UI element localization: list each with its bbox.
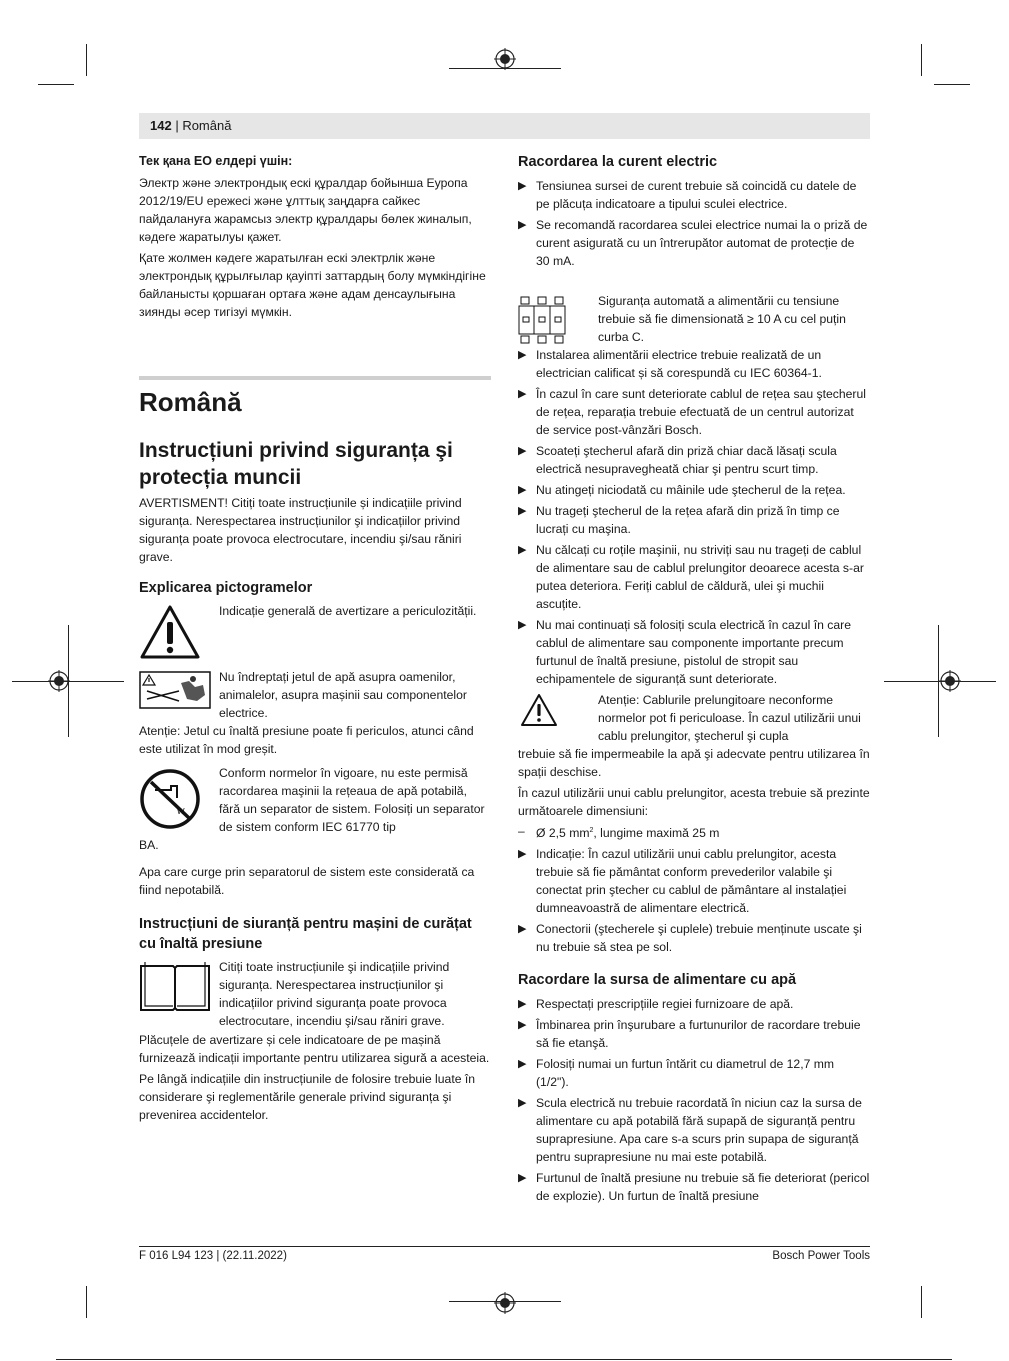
fuse-text: Siguranța automată a alimentării cu tensiune trebuie să fie dimensionată ≥ 10 A cu cel puțin curba C. [598,294,846,344]
list-item: ▶ Respectați prescripțiile regiei furnizoare de apă. [518,997,794,1012]
pictogram-general-warning [139,602,491,662]
left-column [139,152,491,324]
high-pressure-heading: Instrucțiuni de siuranță pentru mașini de curățat cu înaltă presiune [139,916,472,952]
water-jet-warning-icon [139,671,211,709]
bullet-icon: ▶ [518,544,527,556]
language-title: Română [139,387,242,417]
crop-mark [38,84,74,85]
safety-title: Instrucțiuni privind siguranța şi protecția muncii [139,439,453,489]
list-item: ▶ Instalarea alimentării electrice trebuie realizată de un electrician calificat și să corespundă cu IEC 60364-1. [518,348,822,380]
pictogram-read-manual [139,958,491,1030]
page-header-bar [139,113,870,139]
list-item: ▶ Scoateți ştecherul afară din priză chiar dacă lăsați scula electrică nesupravegheată chiar şi pentru scurt timp. [518,444,837,476]
footer-doc-id: F 016 L94 123 | (22.11.2022) [139,1250,287,1262]
pictogram-heading: Explicarea pictogramelor [139,580,313,596]
extension-dimensions-intro: În cazul utilizării unui cablu prelungitor, acesta trebuie să prezinte următoarele dimensiuni: [518,786,870,818]
list-item: ▶ Furtunul de înaltă presiune nu trebuie să fie deteriorat (pericol de explozie). Un furtun de înaltă presiune [518,1171,870,1204]
list-item: ▶ Nu trageți ştecherul de la rețea afară din priză în timp ce lucrați cu maşina. [518,504,840,536]
registration-mark-icon [494,48,516,70]
crop-mark [921,1286,922,1318]
extension-cable-warning [518,691,870,745]
list-item: ▶ Îmbinarea prin înşurubare a furtunurilor de racordare trebuie să fie etanşă. [518,1018,861,1051]
bullet-icon: ▶ [518,180,527,192]
bullet-icon: ▶ [518,219,527,231]
dash-item: – Ø 2,5 $mm^2$, lungime maximă 25 m [518,824,720,841]
list-item: ▶ Conectorii (ştecherele şi cuplele) trebuie menținute uscate şi nu trebuie să stea pe sol. [518,922,862,955]
left-column-ro [139,386,491,1127]
bullet-icon: ▶ [518,1019,527,1032]
crop-mark [934,84,970,85]
header-language: Română [182,118,232,133]
list-item: ▶ Folosiți numai un furtun întărit cu diametrul de 12,7 mm (1/2"). [518,1057,835,1090]
bullet-icon: ▶ [518,505,527,517]
footer-rule [139,1246,870,1247]
bullet-icon: ▶ [518,619,527,631]
dash-mark: – [518,824,525,838]
pictogram-1-text: Indicație generală de avertizare a periculozității. [219,604,477,618]
kz-paragraph-2: Қате жолмен кәдеге жаратылған ескі электрлік және электрондық құрылғылар қауіпті заттардың болу мүмкіндігіне байланысты қоршаған ортаға және адам денсаулығына зиянды әсер тигізуі мүмкін. [139,251,486,319]
regulations-paragraph: Pe lângă indicațiile din instrucțiunile de folosire trebuie luate în considerare şi reglementările generale privind siguranța şi prevenirea accidentelor. [139,1072,476,1122]
list-item: ▶ Nu călcați cu roțile maşinii, nu striviți sau nu trageți de cablul de alimentare sau de cablul prelungitor deoarece acesta s-ar putea deteriora. Feriți cablul de căldură, ulei şi muchii ascuțite. [518,543,864,611]
bullet-icon: ▶ [518,484,527,496]
list-item: ▶ Scula electrică nu trebuie racordată în niciun caz la sursa de alimentare cu apă potabilă fără supapă de siguranță pentru suprapresiune. Apa care s-a scurs prin supapa de siguranță pentru suprapresiune nu mai este potabilă. [518,1096,862,1165]
pictogram-2-text: Nu îndreptați jetul de apă asupra oamenilor, animalelor, asupra mașinii sau componentelor electrice. [219,670,467,720]
page-number: 142 [150,118,172,133]
footer-brand: Bosch Power Tools [772,1250,870,1262]
bullet-icon: ▶ [518,445,527,457]
crop-mark [86,1286,87,1318]
bullet-icon: ▶ [518,1097,527,1110]
crop-mark [921,44,922,76]
water-connection-heading: Racordare la sursa de alimentare cu apă [518,972,797,989]
bullet-icon: ▶ [518,1058,527,1071]
list-item: ▶ Se recomandă racordarea sculei electrice numai la o priză de curent asigurată cu un întrerupător automat de protecție de 30 mA. [518,218,868,268]
section-divider [139,376,491,380]
kz-heading: Тек қана ЕО елдері үшін: [139,154,293,168]
pictogram-water-jet [139,668,491,722]
registration-mark-icon [48,670,70,692]
no-potable-water-icon [139,768,201,830]
bullet-icon: ▶ [518,923,527,936]
registration-mark-icon [939,670,961,692]
crop-mark [56,1359,952,1360]
pictogram-2-note: Atenție: Jetul cu înaltă presiune poate fi periculos, atunci când este utilizat în mod greșit. [139,724,474,756]
bullet-icon: ▶ [518,1172,527,1185]
bullet-icon: ▶ [518,349,527,361]
header-separator: | [171,118,183,133]
page-header [150,118,231,134]
bullet-icon: ▶ [518,388,527,400]
warning-paragraph: AVERTISMENT! Citiți toate instrucțiunile și indicațiile privind siguranța. Nerespectarea instrucțiunilor şi indicațiilor privind siguranța poate provoca electrocutare, incendiu şi/sau răniri grave. [139,496,462,564]
pictogram-potable-water [139,764,491,836]
crop-mark [86,44,87,76]
registration-mark-icon [494,1292,516,1314]
warning-labels-paragraph: Plăcuțele de avertizare și cele indicatoare de pe mașină furnizează indicații importante pentru utilizarea sigură a acesteia. [139,1033,490,1065]
extension-warning-text: Atenție: Cablurile prelungitoare neconforme normelor pot fi periculoase. În cazul utilizării unui cablu prelungitor, ştecherul şi cupla [598,693,861,743]
pictogram-3-tail: BA. [139,838,159,852]
circuit-breaker-icon [518,295,566,345]
electric-connection-heading: Racordarea la curent electric [518,154,718,170]
read-manual-text: Citiți toate instrucțiunile şi indicațiile privind siguranța. Nerespectarea instrucțiunilor şi indicațiilor privind siguranța poate provoca electrocutare, incendiu şi/sau răniri grave. [219,960,450,1028]
kz-paragraph-1: Электр және электрондық ескі құралдар бойынша Еуропа 2012/19/EU ережесі және ұлттық заңдарға сайкес пайдалануға жарамсыз электр құралдары бөлек жиналып, кәдеге жаратылуы қажет. [139,176,472,244]
warning-triangle-icon [139,604,201,660]
list-item: ▶ Indicație: În cazul utilizării unui cablu prelungitor, acesta trebuie să fie pământat conform prevederilor valabile şi conectat prin ştecher cu cablul de pământare al instalației dumneavoastră de alimentare electrică. [518,847,847,916]
extension-warning-tail: trebuie să fie impermeabile la apă şi adecvate pentru utilizarea în spații deschise. [518,747,870,779]
pictogram-3-note: Apa care curge prin separatorul de sistem este considerată ca fiind nepotabilă. [139,865,475,897]
bullet-icon: ▶ [518,848,527,861]
svg-text:W: W [177,807,185,816]
warning-triangle-icon [520,693,558,727]
pictogram-3-text: Conform normelor în vigoare, nu este permisă racordarea maşinii la rețeaua de apă potabilă, fără un separator de sistem. Folosiți un separator de sistem conform IEC 61770 tip [219,766,485,834]
right-column [518,152,870,1208]
list-item: ▶ Tensiunea sursei de curent trebuie să coincidă cu datele de pe plăcuța indicatoare a tipului sculei electrice. [518,179,857,211]
list-item: ▶ Nu mai continuați să folosiți scula electrică în cazul în care cablul de alimentare sau componente importante precum furtunul de înaltă presiune, pistolul de stropit sau echipamentele de siguranță sunt deteriorate. [518,618,851,686]
fuse-info [518,292,870,346]
open-book-icon [139,960,211,1012]
list-item: ▶ Nu atingeți niciodată cu mâinile ude ştecherul de la rețea. [518,483,846,497]
bullet-icon: ▶ [518,998,527,1011]
list-item: ▶ În cazul în care sunt deteriorate cablul de rețea sau ştecherul de rețea, reparația trebuie efectuată de un centrul autorizat de service post-vânzări Bosch. [518,387,866,437]
